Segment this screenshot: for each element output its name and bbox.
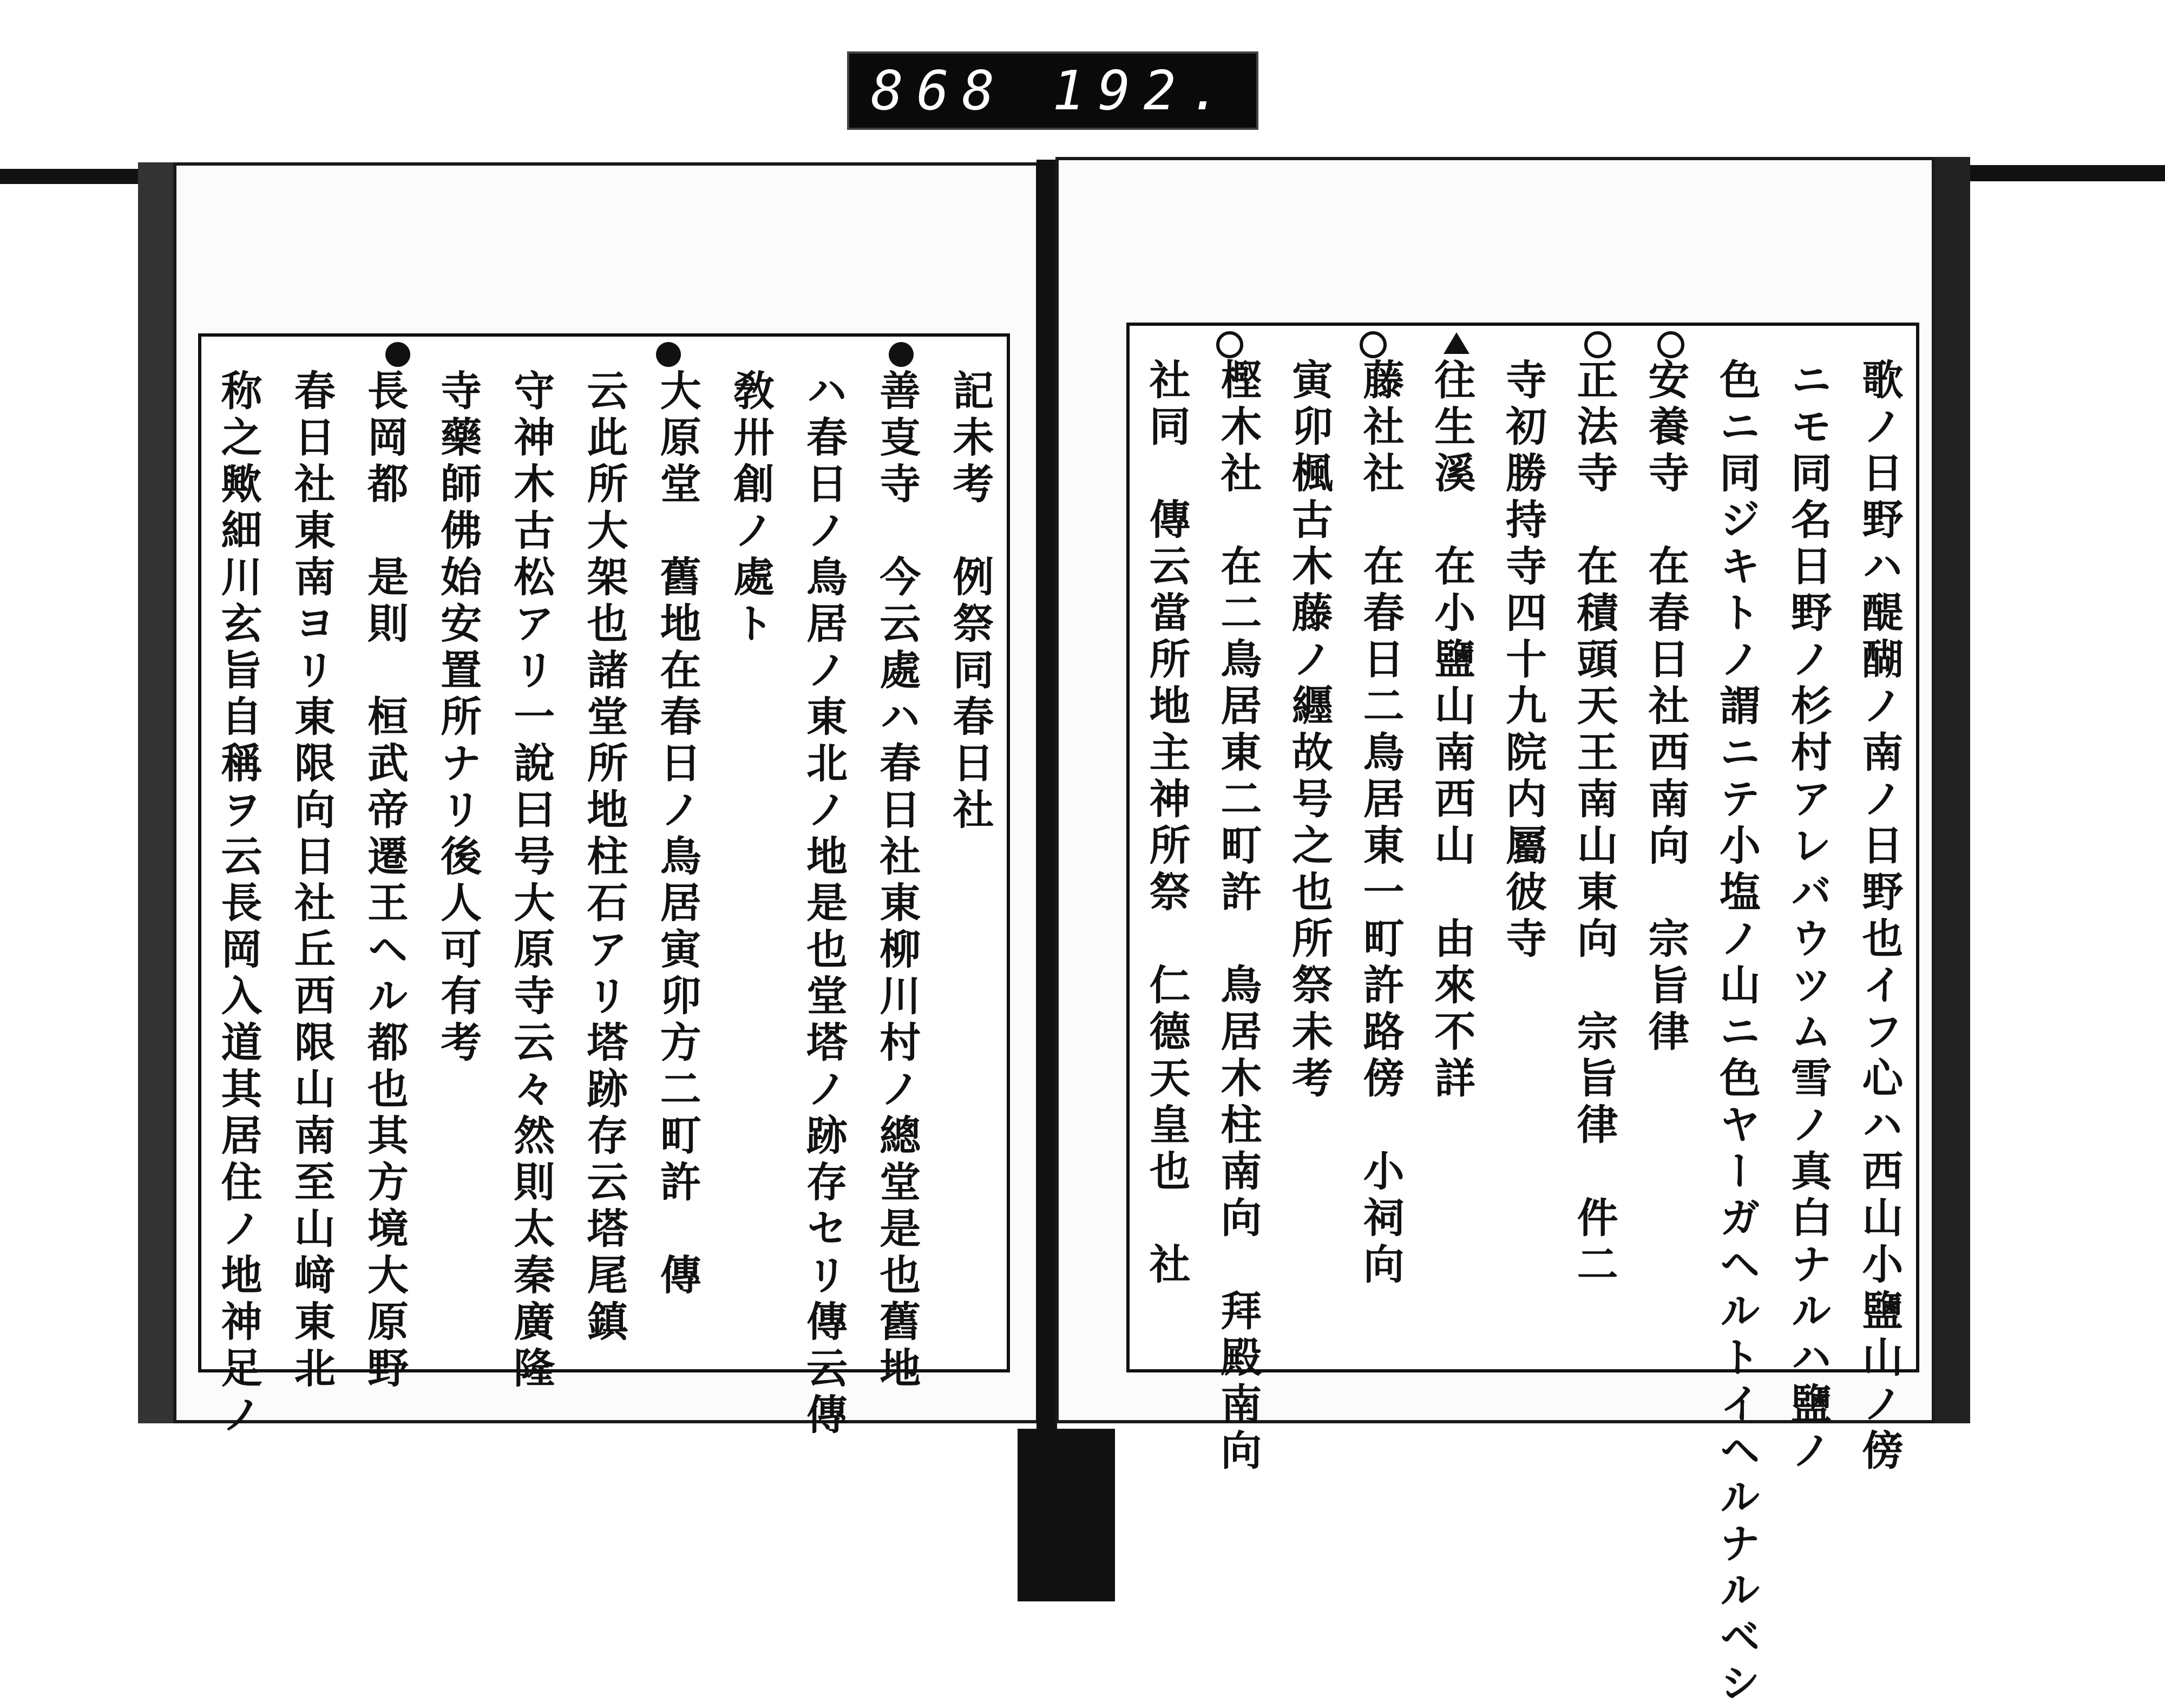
text-column: 正法寺 在積頭天王南山東向 宗旨律 件二 (1570, 358, 1619, 1289)
bullet-mark (385, 342, 410, 367)
book-right-edge (1932, 157, 1970, 1423)
counter-right-number: 192. (1052, 59, 1235, 122)
text-column: 善㕝寺 今云處ハ春日社東柳川村ノ總堂是也舊地 (872, 369, 921, 1393)
text-column: 往生溪 在小鹽山南西山 由來不詳 (1427, 358, 1476, 1103)
text-column: 記未考 例祭同春日社 (946, 369, 994, 835)
text-column: 藤社社 在春日二鳥居東一町許路傍 小祠向 (1356, 358, 1405, 1289)
circle-mark (1584, 331, 1611, 358)
text-column: 大原堂 舊地在春日ノ鳥居寅卯方二町許 傳 (653, 369, 702, 1300)
top-scan-band-right (1948, 165, 2165, 181)
text-column: 歌ノ日野ハ醍醐ノ南ノ日野也イフ心ハ西山小鹽山ノ傍 (1855, 358, 1904, 1475)
archive-counter-label (847, 51, 1258, 130)
bottom-scan-band (1018, 1429, 1115, 1601)
right-page (1055, 157, 1935, 1708)
text-column: 守神木古松アリ一說曰号大原寺云々然則太秦廣隆 (507, 369, 555, 1393)
text-column: 色ニ同ジキトノ謂ニテ小塩ノ山ニ色ヤーガヘルトイヘルナルベシ (1713, 358, 1761, 1708)
circle-mark (1360, 331, 1387, 358)
text-column: ハ春日ノ鳥居ノ東北ノ地是也堂塔ノ跡存セリ傳云傳 (799, 369, 848, 1440)
left-page-columns (214, 369, 994, 1440)
circle-mark (1216, 331, 1243, 358)
text-column: 敎卅創ノ處ト (726, 369, 775, 648)
text-column: 樫木社 在二鳥居東二町許 鳥居木柱南向 拜殿南向 (1213, 358, 1262, 1475)
book-spine (1036, 160, 1057, 1429)
text-column: ニモ同名日野ノ杉村アレバウツム雪ノ真白ナルハ鹽ノ (1784, 358, 1833, 1475)
text-column: 称之歟細川玄旨自稱ヲ云長岡入道其居住ノ地神足ノ (214, 369, 263, 1440)
triangle-mark (1444, 332, 1469, 354)
right-page-columns (1143, 358, 1904, 1708)
text-column: 寺藥師佛始安置所ナリ後人可有考 (434, 369, 482, 1067)
counter-left-number: 868 (871, 59, 1008, 122)
text-column: 長岡都 是則 桓武帝遷王ヘル都也其方境大原野 (360, 369, 409, 1393)
text-column: 寅卯楓古木藤ノ纒故号之也所祭未考 (1285, 358, 1334, 1103)
text-column: 社同 傳云當所地主神所祭 仁德天皇也 社 (1143, 358, 1191, 1289)
circle-mark (1657, 331, 1684, 358)
left-page (173, 162, 1039, 1440)
left-page-text-frame (198, 333, 1010, 1440)
text-column: 寺初勝持寺四十九院内屬彼寺 (1499, 358, 1547, 963)
bullet-mark (656, 342, 681, 367)
right-page-text-frame (1126, 323, 1919, 1708)
text-column: 春日社東南ヨリ東限向日社丘西限山南至山﨑東北 (287, 369, 336, 1393)
book-left-edge (138, 162, 176, 1423)
bullet-mark (889, 342, 914, 367)
text-column: 安養寺 在春日社西南向 宗旨律 (1641, 358, 1690, 1056)
text-column: 云此所大架也諸堂所地柱石アリ塔跡存云塔尾鎮 (580, 369, 628, 1346)
